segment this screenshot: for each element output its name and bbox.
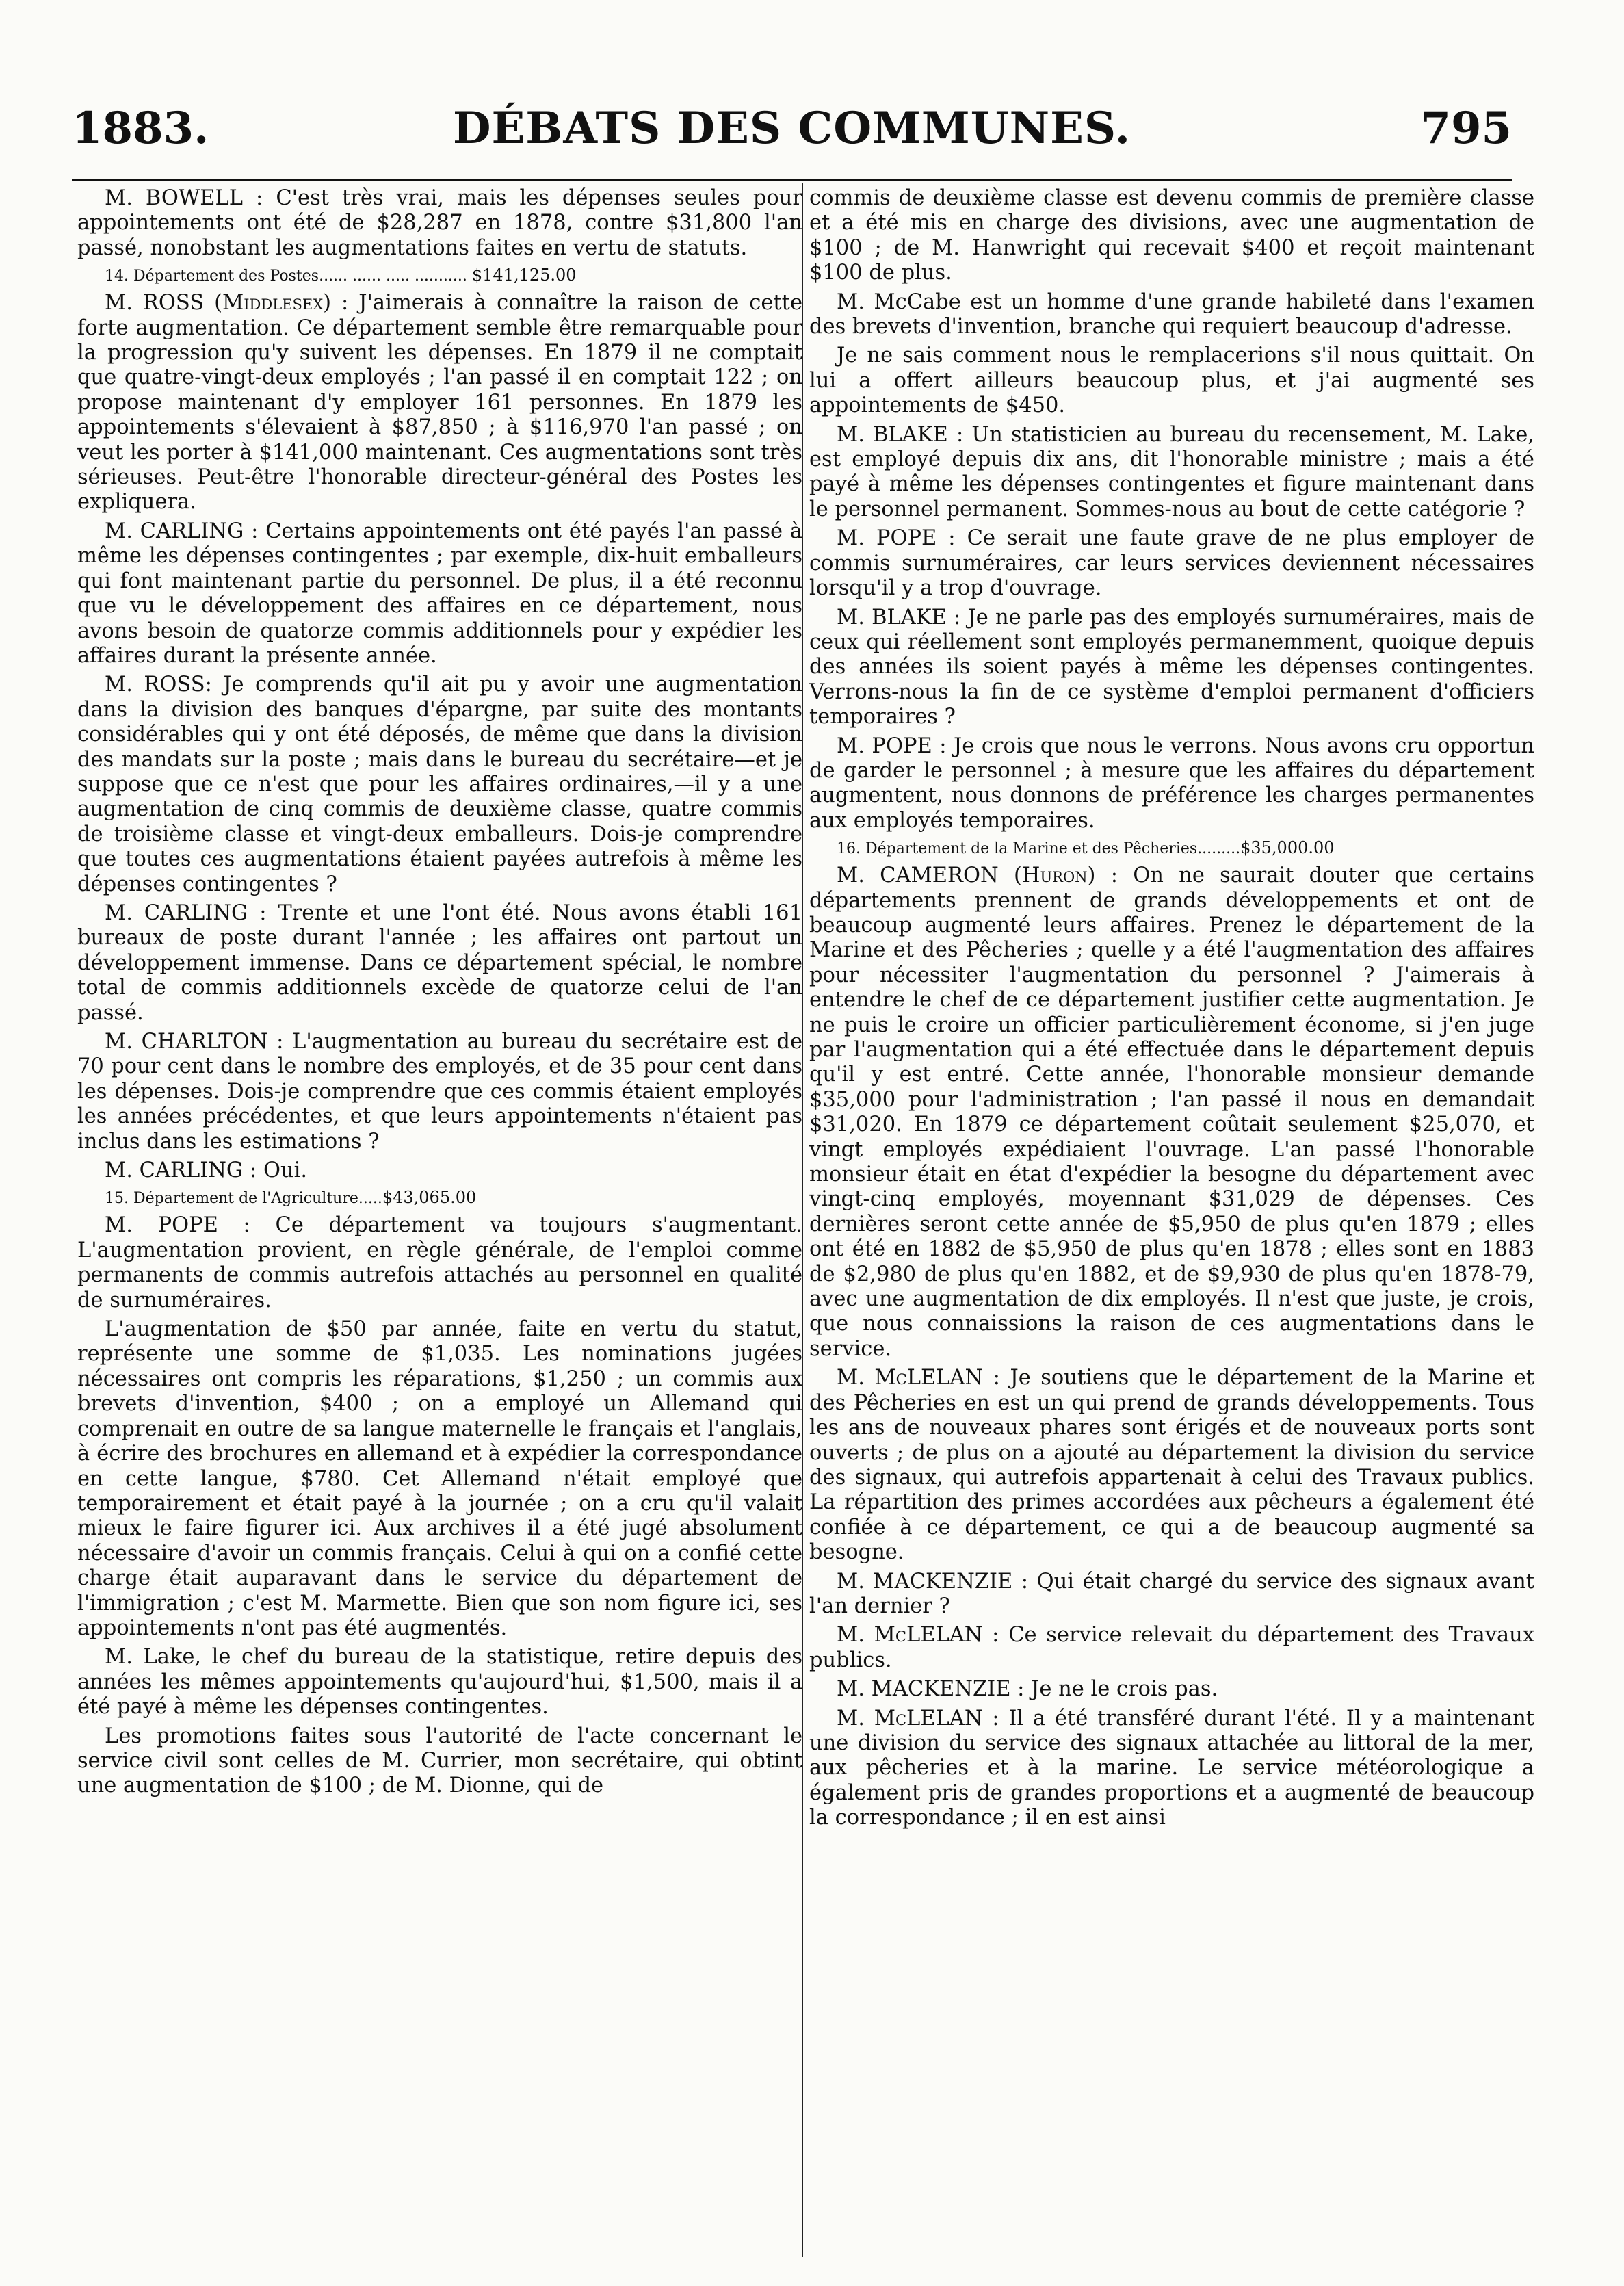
speaker-name: M. CAMERON (Huron) : (837, 863, 1118, 888)
estimate-amount: $35,000.00 (1240, 838, 1335, 858)
speech-text: Je soutiens que le département de la Marine et des Pêcheries en est un qui prend de grands développements. Tous les ans de nouveaux phares sont érigés et de nouveaux ports sont ouverts ; de plus on a ajouté au département la division du service des signaux, qui autrefois appartenait à celui des Travaux publics. La répartition des primes accordées aux pêcheurs a également été confiée à ce département, ce qui a de beaucoup augmenté sa besogne. (809, 1366, 1534, 1565)
speech-paragraph (77, 1317, 802, 1641)
speaker-name: M. CARLING : (105, 1158, 257, 1183)
speech-text: Certains appointements ont été payés l'an passé à même les dépenses contingentes ; par exemple, dix-huit emballeurs qui font maintenant partie du personnel. De plus, il a été reconnu que vu le développement des affaires en ce département, nous avons besoin de quatorze commis additionnels pour y expédier les affaires durant la présente année. (77, 519, 802, 668)
speech-paragraph (77, 1645, 802, 1719)
left-column (77, 186, 802, 2252)
speech-paragraph (809, 423, 1534, 523)
speech-paragraph (809, 343, 1534, 418)
speech-paragraph (809, 1366, 1534, 1565)
speaker-name: M. ROSS (Middlesex) : (105, 291, 349, 315)
speech-paragraph (809, 1706, 1534, 1831)
speaker-name: M. CHARLTON : (105, 1030, 284, 1054)
speech-text: Ce service relevait du département des Travaux publics. (809, 1623, 1534, 1672)
speaker-name: M. McLELAN : (837, 1366, 1000, 1390)
speech-paragraph (77, 1724, 802, 1799)
speech-text: Qui était chargé du service des signaux avant l'an dernier ? (809, 1569, 1534, 1618)
page-header (72, 103, 1512, 171)
speech-paragraph (809, 1570, 1534, 1620)
speech-paragraph (77, 1213, 802, 1313)
speech-text: Je comprends qu'il ait pu y avoir une augmentation dans la division des banques d'épargne, par suite des montants considérables qui y ont été déposés, de même que dans la division des mandats sur la poste ; mais dans le bureau du secrétaire—et je suppose que ce n'est que pour les affaires ordinaires,—il y a une augmentation de cinq commis de deuxième classe, quatre commis de troisième classe et vingt-deux emballeurs. Dois-je comprendre que toutes ces augmentations étaient payées autrefois à même les dépenses contingentes ? (77, 673, 802, 896)
speech-text: Ce département va toujours s'augmentant. L'augmentation provient, en règle générale, de l'emploi comme permanents de commis autrefois attachés au personnel en qualité de surnuméraires. (77, 1213, 802, 1312)
estimate-label: 14. Département des Postes...... ...... ..... ........... (105, 268, 472, 285)
speech-text: Je ne sais comment nous le remplacerions s'il nous quittait. On lui a offert ailleurs beaucoup plus, et j'ai augmenté ses appointements de $450. (809, 343, 1534, 418)
speech-text: M. McCabe est un homme d'une grande habileté dans l'examen des brevets d'invention, branche qui requiert beaucoup d'adresse. (809, 289, 1534, 339)
header-title: DÉBATS DES COMMUNES. (452, 103, 1131, 154)
speech-text: commis de deuxième classe est devenu commis de première classe et a été mis en charge des divisions, avec une augmentation de $100 ; de M. Hanwright qui recevait $400 et reçoit maintenant $100 de plus. (809, 186, 1534, 285)
speech-paragraph (809, 734, 1534, 834)
speech-text: Ce serait une faute grave de ne plus employer de commis surnuméraires, car leurs services deviennent nécessaires lorsqu'il y a trop d'ouvrage. (809, 526, 1534, 601)
speech-paragraph (77, 186, 802, 261)
speech-text: M. Lake, le chef du bureau de la statistique, retire depuis des années les mêmes appointements qu'aujourd'hui, $1,500, mais il a été payé à même les dépenses contingentes. (77, 1645, 802, 1719)
speech-paragraph (809, 1677, 1534, 1702)
speech-paragraph (77, 1030, 802, 1154)
header-year: 1883. (72, 103, 209, 154)
speaker-name: M. ROSS: (105, 673, 212, 697)
speaker-name: M. BLAKE : (837, 422, 964, 447)
speech-text: Oui. (263, 1158, 308, 1183)
estimate-label: 16. Département de la Marine et des Pêcheries......... (837, 840, 1241, 858)
speech-text: Trente et une l'ont été. Nous avons établi 161 bureaux de poste durant l'année ; les affaires ont partout un développement immense. Dans ce département spécial, le nombre total de commis additionnels excède de quatorze celui de l'an passé. (77, 900, 802, 1025)
speech-text: Un statisticien au bureau du recensement, M. Lake, est employé depuis dix ans, dit l'honorable ministre ; mais a été payé à même les dépenses contingentes et figure maintenant dans le personnel permanent. Sommes-nous au bout de cette catégorie ? (809, 422, 1534, 521)
speech-paragraph (809, 863, 1534, 1362)
header-page-number: 795 (1420, 103, 1512, 154)
estimate-label: 15. Département de l'Agriculture..... (105, 1190, 382, 1208)
speech-paragraph (77, 519, 802, 668)
speaker-name: M. MACKENZIE : (837, 1677, 1025, 1702)
speech-text: Je ne le crois pas. (1031, 1677, 1218, 1702)
right-column (809, 186, 1534, 2252)
speech-paragraph (77, 1158, 802, 1183)
speech-text: Il a été transféré durant l'été. Il y a maintenant une division du service des signaux attachée au littoral de la mer, aux pêcheries et à la marine. Le service météorologique a également pris de grandes proportions et a augmenté de beaucoup la correspondance ; il en est ainsi (809, 1706, 1534, 1830)
speech-paragraph (77, 673, 802, 897)
estimate-amount: $141,125.00 (471, 265, 577, 285)
speech-paragraph (809, 186, 1534, 286)
speech-text: J'aimerais à connaître la raison de cette forte augmentation. Ce département semble être remarquable pour la progression qu'y suivent les dépenses. En 1879 il ne comptait que quatre-vingt-deux employés ; l'an passé il en comptait 122 ; on propose maintenant d'y employer 161 personnes. En 1879 les appointements s'élevaient à $87,850 ; à $116,970 l'an passé ; on veut les porter à $141,000 maintenant. Ces augmentations sont très sérieuses. Peut-être l'honorable directeur-général des Postes les expliquera. (77, 291, 802, 515)
speech-text: L'augmentation de $50 par année, faite en vertu du statut, représente une somme de $1,035. Les nominations jugées nécessaires ont compris les réparations, $1,250 ; un commis aux brevets d'invention, $400 ; on a employé un Allemand qui comprenait en outre de sa langue maternelle le français et l'anglais, à écrire des brochures en allemand et à expédier la correspondance en cette langue, $780. Cet Allemand n'était employé que temporairement et était payé à la journée ; on a cru qu'il valait mieux le faire figurer ici. Aux archives il a été jugé absolument nécessaire d'avoir un commis français. Celui à qui on a confié cette charge était auparavant dans le service du département de l'immigration ; c'est M. Marmette. Bien que son nom figure ici, ses appointements n'ont pas été augmentés. (77, 1317, 802, 1640)
estimate-amount: $43,065.00 (382, 1188, 477, 1208)
speaker-name: M. MACKENZIE : (837, 1569, 1029, 1594)
speech-paragraph (809, 526, 1534, 601)
estimate-heading (77, 1187, 802, 1209)
header-rule (72, 179, 1512, 181)
speech-paragraph (809, 606, 1534, 730)
speech-paragraph (809, 290, 1534, 340)
speech-text: Je ne parle pas des employés surnuméraires, mais de ceux qui réellement sont employés permanemment, quoique depuis des années ils soient payés à même les dépenses contingentes. Verrons-nous la fin de ce système d'emploi permanent d'officiers temporaires ? (809, 605, 1534, 729)
speech-paragraph (809, 1623, 1534, 1673)
speaker-name: M. CARLING : (105, 900, 267, 925)
speech-text: L'augmentation au bureau du secrétaire est de 70 pour cent dans le nombre des employés, et de 35 pour cent dans les dépenses. Dois-je comprendre que ces commis étaient employés les années précédentes, et que leurs appointements n'étaient pas inclus dans les estimations ? (77, 1030, 802, 1154)
speech-paragraph (77, 901, 802, 1026)
speaker-name: M. POPE : (105, 1213, 250, 1238)
estimate-heading (809, 837, 1534, 859)
speech-text: Je crois que nous le verrons. Nous avons cru opportun de garder le personnel ; à mesure que les affaires du département augmentent, nous donnons de préférence les charges permanentes aux employés temporaires. (809, 733, 1534, 833)
speaker-name: M. BOWELL : (105, 186, 263, 210)
estimate-heading (77, 265, 802, 287)
speaker-name: M. BLAKE : (837, 605, 961, 629)
speech-text: On ne saurait douter que certains départements prennent de grands développements et ont de beaucoup augmenté leurs affaires. Prenez le département de la Marine et des Pêcheries ; quelle y a été l'augmentation des affaires pour nécessiter l'augmentation du personnel ? J'aimerais à entendre le chef de ce département justifier cette augmentation. Je ne puis le croire un officier particulièrement économe, si j'en juge par l'augmentation qui a été effectuée dans le département depuis qu'il y est entré. Cette année, l'honorable monsieur demande $35,000 pour l'administration ; l'an passé il nous en demandait $31,020. En 1879 ce département coûtait seulement $25,070, et vingt employés expédiaient l'ouvrage. L'an passé l'honorable monsieur était en état d'expédier la besogne du département avec vingt-cinq employés, moyennant $31,029 de dépenses. Ces dernières seront cette année de $5,950 de plus qu'en 1879 ; elles ont été en 1882 de $5,950 de plus qu'en 1878 ; elles sont en 1883 de $2,980 de plus qu'en 1882, et de $9,930 de plus qu'en 1878-79, avec une augmentation de dix employés. Il n'est que juste, je crois, que nous connaissions la raison de ces augmentations dans le service. (809, 863, 1534, 1361)
speaker-name: M. McLELAN : (837, 1623, 999, 1648)
speaker-name: M. POPE : (837, 733, 947, 758)
speech-paragraph (77, 291, 802, 515)
speaker-name: M. CARLING : (105, 519, 259, 543)
speaker-name: M. McLELAN : (837, 1706, 999, 1730)
speech-text: Les promotions faites sous l'autorité de l'acte concernant le service civil sont celles de M. Currier, mon secrétaire, qui obtint une augmentation de $100 ; de M. Dionne, qui de (77, 1724, 802, 1798)
speaker-name: M. POPE : (837, 526, 956, 551)
speech-text: C'est très vrai, mais les dépenses seules pour appointements ont été de $28,287 en 1878, contre $31,800 l'an passé, nonobstant les augmentations faites en vertu de statuts. (77, 186, 802, 260)
